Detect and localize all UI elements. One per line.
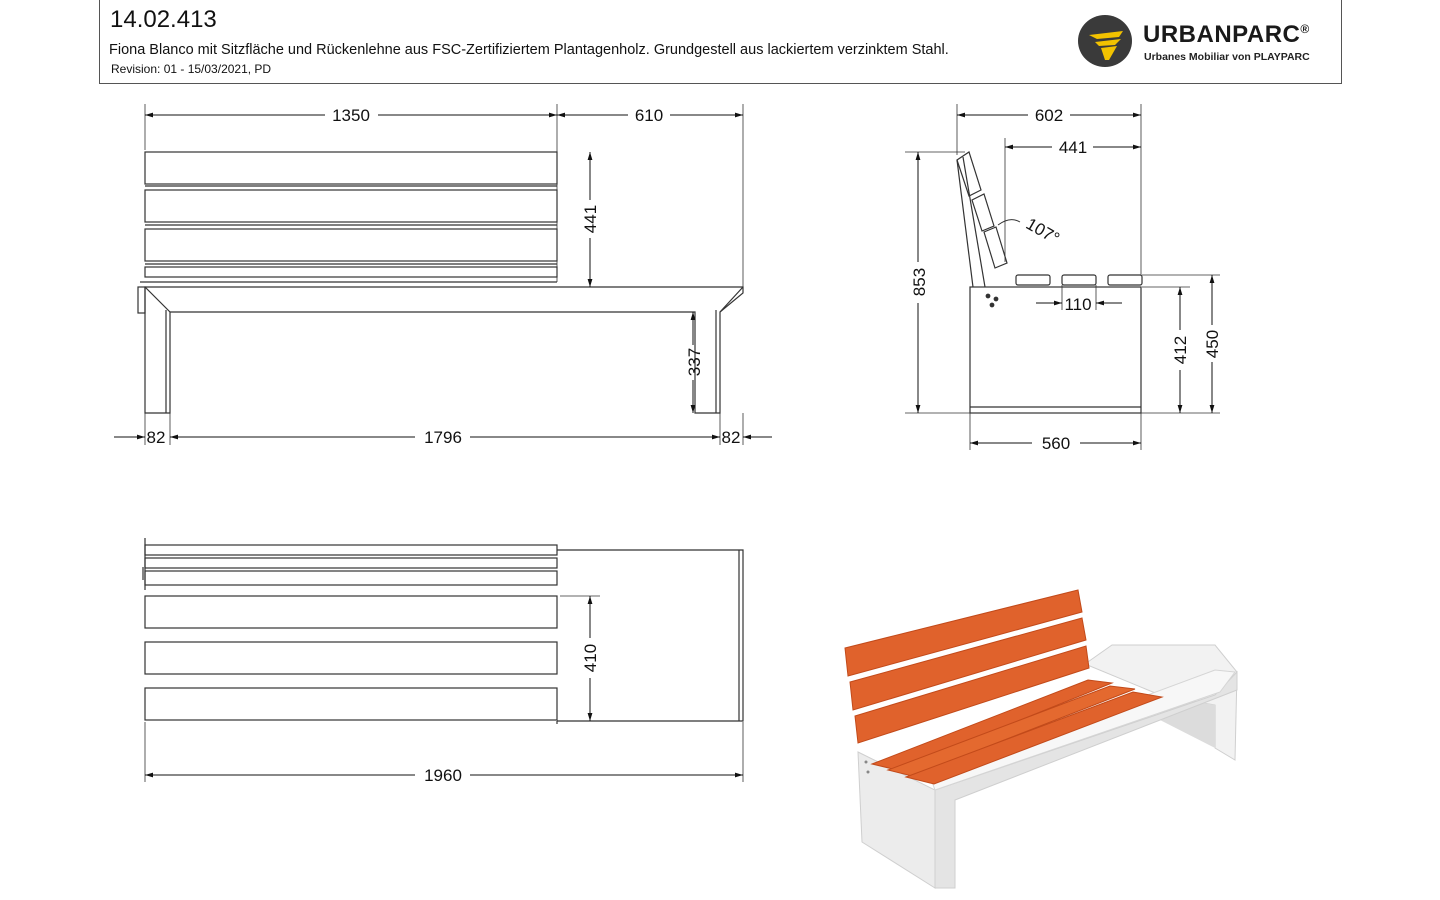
backrest-top-slat	[145, 558, 557, 568]
seat-slat-side	[1062, 275, 1096, 285]
front-view	[138, 104, 743, 445]
logo-tagline: Urbanes Mobiliar von PLAYPARC	[1144, 51, 1310, 63]
frame-body	[145, 287, 743, 413]
dim-seat-top-height: 450	[1203, 329, 1222, 359]
backrest-slat	[145, 267, 557, 277]
dim-seat-height: 337	[685, 347, 704, 377]
dim-backrest-height: 441	[581, 204, 600, 234]
backrest-slat	[145, 190, 557, 222]
backrest-slat	[145, 152, 557, 184]
seat-top-slat	[145, 596, 557, 628]
dim-table-width: 610	[634, 106, 664, 125]
dim-slat-width: 110	[1064, 295, 1092, 314]
dim-backrest-depth: 441	[1058, 138, 1088, 157]
revision-note: Revision: 01 - 15/03/2021, PD	[111, 62, 272, 76]
backrest-slat-side	[984, 227, 1007, 268]
backrest-slat-side	[972, 194, 994, 231]
logo-wordmark: URBANPARC®	[1143, 21, 1310, 48]
backrest-slat	[145, 229, 557, 261]
dim-total-length: 1960	[424, 766, 462, 785]
table-top	[557, 550, 743, 721]
seat-top-slat	[145, 688, 557, 720]
seat-slat-side	[1016, 275, 1050, 285]
product-code: 14.02.413	[110, 6, 217, 33]
backrest-top-slat	[145, 545, 557, 555]
dim-total-height: 853	[910, 267, 929, 297]
dim-frame-depth: 560	[1041, 434, 1071, 453]
dim-seat-depth: 410	[581, 643, 600, 673]
product-description: Fiona Blanco mit Sitzfläche und Rückenlehne aus FSC-Zertifiziertem Plantagenholz. Grundgestell aus lackiertem verzinktem Stahl.	[109, 42, 949, 58]
dim-seat-width: 1350	[332, 106, 370, 125]
dim-inner-span: 1796	[424, 428, 462, 447]
side-bracket	[138, 287, 145, 313]
frame-side	[970, 287, 1141, 413]
dim-leg-left: 82	[146, 428, 166, 447]
dim-leg-right: 82	[721, 428, 741, 447]
front-view-dimensions	[114, 115, 772, 437]
side-view-dimensions	[918, 115, 1212, 443]
dim-backrest-angle: 107°	[1022, 214, 1063, 249]
bench-3d-render	[845, 590, 1237, 888]
top-view-dimensions	[145, 596, 743, 775]
backrest-top-slat	[145, 571, 557, 585]
seat-slat-side	[1108, 275, 1142, 285]
dim-frame-height: 412	[1171, 335, 1190, 365]
dim-side-depth: 602	[1034, 106, 1064, 125]
seat-top-slat	[145, 642, 557, 674]
top-view	[143, 538, 743, 782]
